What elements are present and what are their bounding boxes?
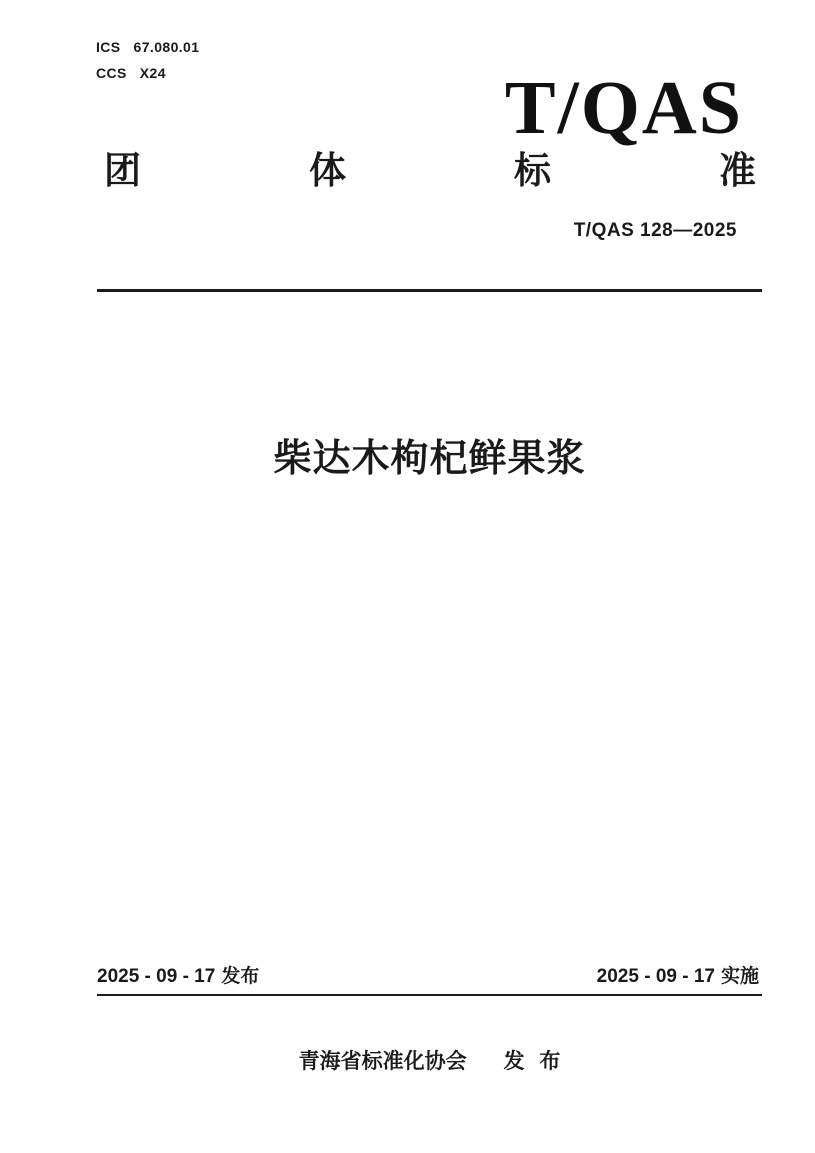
- footer-divider-line: [97, 994, 762, 996]
- publisher-name: 青海省标准化协会: [298, 1050, 467, 1073]
- issue-date-value: 2025 - 09 - 17: [97, 966, 216, 987]
- standard-type-char: 团: [104, 150, 141, 191]
- implementation-date: [597, 965, 759, 990]
- document-number: T/QAS 128—2025: [573, 220, 737, 241]
- ics-code-line: [96, 34, 199, 60]
- ccs-label: CCS: [96, 65, 127, 81]
- standard-type-title: [104, 149, 756, 193]
- publisher-row: [97, 1048, 762, 1075]
- implementation-date-label: 实施: [720, 966, 759, 987]
- issue-date-label: 发布: [221, 966, 260, 987]
- standard-type-char: 标: [514, 150, 551, 191]
- ccs-code-line: [96, 60, 199, 86]
- issue-date: [97, 965, 259, 990]
- publish-action-label: 发 布: [503, 1050, 561, 1073]
- standard-type-char: 准: [719, 150, 756, 191]
- ics-label: ICS: [96, 39, 121, 55]
- header-divider-line: [97, 289, 762, 292]
- organization-logo: T/QAS: [504, 66, 743, 150]
- standard-type-char: 体: [309, 150, 346, 191]
- document-title: 柴达木枸杞鲜果浆: [273, 438, 586, 480]
- classification-codes: [96, 34, 199, 86]
- ics-code: 67.080.01: [133, 39, 200, 55]
- implementation-date-value: 2025 - 09 - 17: [596, 966, 715, 987]
- ccs-code: X24: [139, 65, 166, 81]
- dates-row: [97, 965, 759, 990]
